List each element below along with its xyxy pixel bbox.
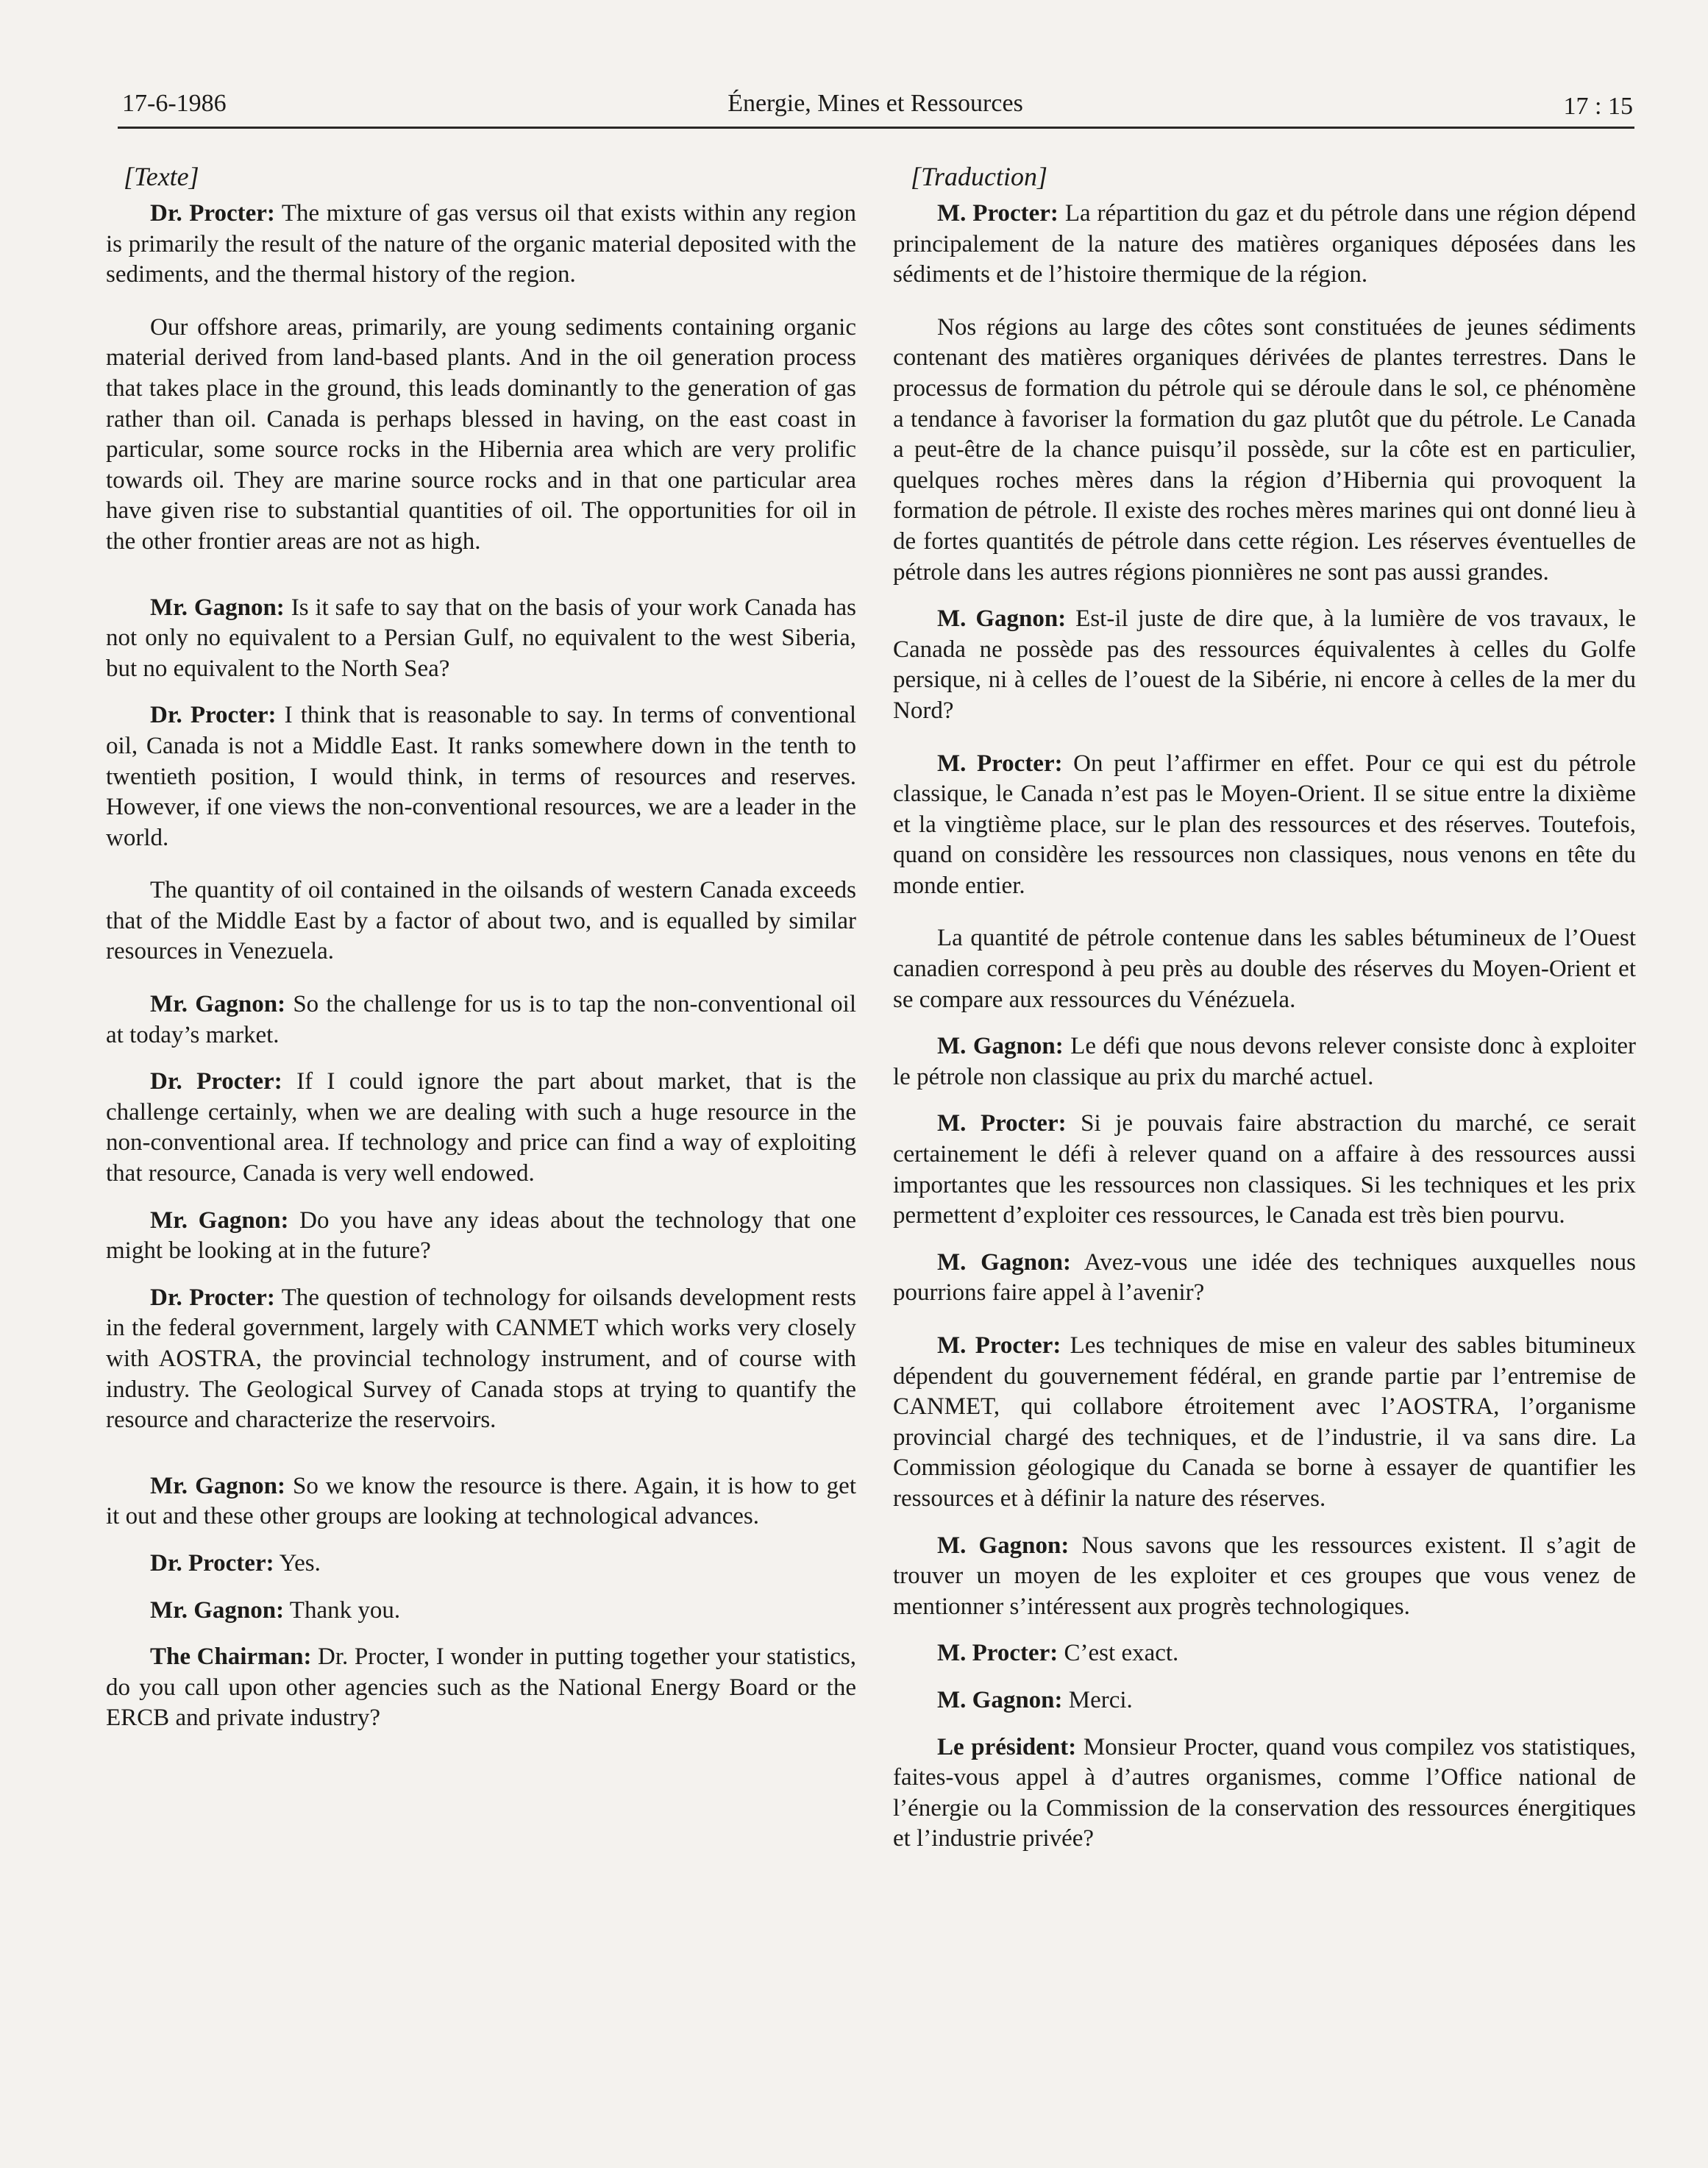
paragraph (106, 1596, 856, 1627)
speaker: M. Gagnon: (937, 1532, 1070, 1559)
speaker: Dr. Procter: (150, 702, 277, 729)
speaker: M. Procter: (937, 200, 1058, 227)
header-rule (118, 127, 1634, 129)
speaker: M. Gagnon: (937, 605, 1067, 633)
speech-text: So the challenge for us is to tap the non-conventional oil at today’s market. (106, 991, 856, 1048)
paragraph (106, 199, 856, 291)
speaker: M. Procter: (937, 1110, 1067, 1137)
speaker: Mr. Gagnon: (150, 991, 286, 1018)
speech-text: Do you have any ideas about the technology that one might be looking at in the future? (106, 1206, 856, 1265)
speaker: M. Gagnon: (937, 1248, 1071, 1276)
paragraph (893, 1531, 1636, 1623)
paragraph (893, 1331, 1636, 1515)
paragraph (893, 1732, 1636, 1855)
paragraph (893, 1638, 1636, 1669)
speaker: M. Procter: (937, 750, 1063, 777)
speaker: M. Procter: (937, 1640, 1058, 1667)
speech-text: Avez-vous une idée des techniques auxquelles nous pourrions faire appel à l’avenir? (893, 1248, 1636, 1307)
speech-text: Is it safe to say that on the basis of your work Canada has not only no equivalent to a Persian Gulf, no equivalent to the west Siberia, but no equivalent to the North Sea? (106, 594, 856, 682)
speaker: The Chairman: (150, 1643, 312, 1671)
speech-text: La quantité de pétrole contenue dans les sables bétumineux de l’Ouest canadien correspond à peu près au double des réserves du Moyen-Orient et se compare aux ressources du Vénézuela. (893, 925, 1636, 1013)
speech-text: Nous savons que les ressources existent. Il s’agit de trouver un moyen de les exploiter et ces groupes que vous venez de mentionner s’intéressent aux progrès technologiques. (893, 1532, 1636, 1620)
speech-text: La répartition du gaz et du pétrole dans une région dépend principalement de la nature des matières organiques déposées dans les sédiments et de l’histoire thermique de la région. (893, 200, 1636, 288)
speech-text: Merci. (1062, 1686, 1133, 1713)
speaker: Dr. Procter: (150, 1549, 274, 1577)
language-marker: [Texte] (124, 162, 199, 191)
speech-text: Les techniques de mise en valeur des sables bitumineux dépendent du gouvernement fédéral, en grande partie par l’entremise de CANMET, qui collabore étroitement avec l’AOSTRA, l’organisme provincial chargé des techniques, et de l’industrie, il va sans dire. La Commission géologique du Canada se borne à essayer de quantifier les ressources et à définir la nature des réserves. (893, 1332, 1636, 1512)
paragraph (106, 313, 856, 558)
paragraph (893, 1685, 1636, 1716)
paragraph (106, 1067, 856, 1189)
header-date: 17-6-1986 (122, 90, 227, 117)
speaker: Dr. Procter: (150, 1068, 282, 1095)
speaker: Dr. Procter: (150, 200, 275, 227)
speech-text: Our offshore areas, primarily, are young sediments containing organic material derived from land-based plants. And in the oil generation process that takes place in the ground, this leads dominantly to the generation of gas rather than oil. Canada is perhaps blessed in having, on the east coast in particular, some source rocks in the Hibernia area which are very prolific towards oil. They are marine source rocks and in that one particular area have given rise to substantial quantities of oil. The opportunities for oil in the other frontier areas are not as high. (106, 313, 856, 555)
paragraph (893, 1248, 1636, 1309)
speaker: M. Gagnon: (937, 1686, 1063, 1713)
page-number: 17 : 15 (1563, 93, 1633, 120)
speech-text: Monsieur Procter, quand vous compilez vos statistiques, faites-vous appel à d’autres organismes, comme l’Office national de l’énergie ou la Commission de la conservation des ressources énergitiques et l’industrie privée? (893, 1733, 1636, 1852)
speaker: Mr. Gagnon: (150, 594, 285, 621)
paragraph (106, 1206, 856, 1267)
speech-text: Le défi que nous devons relever consiste donc à exploiter le pétrole non classique au prix du marché actuel. (893, 1033, 1636, 1090)
french-column (893, 160, 1636, 1855)
speech-text: Nos régions au large des côtes sont constituées de jeunes sédiments contenant des matières organiques dérivées de plantes terrestres. Dans le processus de formation du pétrole qui se déroule dans le sol, ce phénomène a tendance à favoriser la formation du gaz plutôt que du pétrole. Le Canada a peut-être de la chance puisqu’il possède, sur la côte est en particulier, quelques roches mères dans la région d’Hibernia qui provoquent la formation de pétrole. Il existe des roches mères marines qui ont donné lieu à de fortes quantités de pétrole dans cette région. Les réserves éventuelles de pétrole dans les autres régions pionnières ne sont pas aussi grandes. (893, 313, 1636, 586)
speaker: M. Gagnon: (937, 1033, 1064, 1060)
paragraph (106, 1471, 856, 1532)
paragraph (106, 1549, 856, 1579)
speech-text: Dr. Procter, I wonder in putting together your statistics, do you call upon other agencies such as the National Energy Board or the ERCB and private industry? (106, 1643, 856, 1732)
speech-text: Yes. (274, 1549, 321, 1577)
paragraph (893, 923, 1636, 1015)
speech-text: I think that is reasonable to say. In terms of conventional oil, Canada is not a Middle East. It ranks somewhere down in the tenth to twentieth position, I would think, in terms of resources and reserves. However, if one views the non-conventional resources, we are a leader in the world. (106, 702, 857, 851)
language-marker: [Traduction] (911, 162, 1048, 191)
speaker: Mr. Gagnon: (150, 1472, 285, 1499)
paragraph (106, 989, 856, 1051)
paragraph (893, 199, 1636, 291)
paragraph (893, 749, 1636, 902)
speech-text: C’est exact. (1058, 1640, 1179, 1667)
paragraph (106, 875, 856, 967)
speech-text: Si je pouvais faire abstraction du marché, ce serait certainement le défi à relever quand on a affaire à des ressources aussi importantes que les ressources non classiques. Si les techniques et les prix permettent d’exploiter ces ressources, le Canada est très bien pourvu. (893, 1110, 1636, 1229)
paragraph (106, 700, 856, 853)
paragraph (106, 1642, 856, 1734)
speaker: Dr. Procter: (150, 1284, 275, 1311)
speaker: Mr. Gagnon: (150, 1596, 285, 1624)
speech-text: The mixture of gas versus oil that exists within any region is primarily the result of the nature of the organic material deposited with the sediments, and the thermal history of the region. (106, 200, 856, 288)
speaker: Le président: (937, 1733, 1077, 1760)
speech-text: On peut l’affirmer en effet. Pour ce qui est du pétrole classique, le Canada n’est pas le Moyen-Orient. Il se situe entre la dixième et la vingtième place, sur le plan des ressources et des réserves. Toutefois, quand on considère les ressources non classiques, nous venons en tête du monde entier. (893, 750, 1637, 899)
speaker: M. Procter: (937, 1332, 1061, 1359)
speech-text: If I could ignore the part about market, that is the challenge certainly, when we are dealing with such a huge resource in the non-conventional area. If technology and price can find a way of exploiting that resource, Canada is very well endowed. (106, 1068, 856, 1187)
paragraph (893, 1031, 1636, 1092)
paragraph (106, 593, 856, 685)
speech-text: The quantity of oil contained in the oilsands of western Canada exceeds that of the Middle East by a factor of about two, and is equalled by similar resources in Venezuela. (106, 877, 856, 965)
speech-text: The question of technology for oilsands development rests in the federal government, largely with CANMET which works very closely with AOSTRA, the provincial technology instrument, and of course with industry. The Geological Survey of Canada stops at trying to quantify the resource and characterize the reservoirs. (106, 1284, 856, 1434)
paragraph (106, 1283, 856, 1436)
header-title: Énergie, Mines et Ressources (727, 90, 1023, 117)
speech-text: Est-il juste de dire que, à la lumière de vos travaux, le Canada ne possède pas des ressources équivalentes à celles du Golfe persique, ni à celles de l’ouest de la Sibérie, ni encore à celles de la mer du Nord? (893, 605, 1636, 724)
speech-text: So we know the resource is there. Again, it is how to get it out and these other groups are looking at technological advances. (106, 1472, 856, 1530)
paragraph (893, 1109, 1636, 1231)
speaker: Mr. Gagnon: (150, 1206, 289, 1234)
speech-text: Thank you. (284, 1596, 401, 1624)
english-column (106, 160, 856, 1734)
paragraph (893, 313, 1636, 588)
paragraph (893, 604, 1636, 726)
